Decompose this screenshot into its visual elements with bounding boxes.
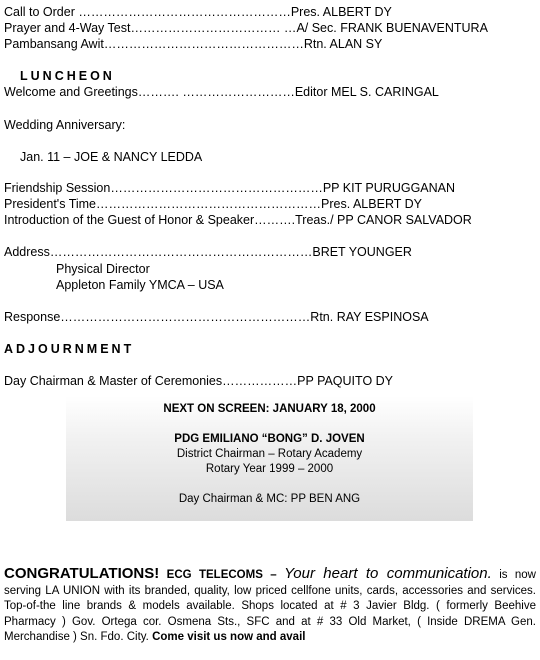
ad-brand: ECG TELECOMS – [166,569,277,581]
program-item-anthem: Pambansang Awit…………………………………………Rtn. ALAN SY [4,37,383,51]
program-item-day-chairman: Day Chairman & Master of Ceremonies………………PP PAQUITO DY [4,374,394,388]
program-presenter: Rtn. ALAN SY [303,37,383,51]
program-item-prayer: Prayer and 4-Way Test……………………………… …A/ Sec. FRANK BUENAVENTURA [4,21,488,35]
program-item-welcome: Welcome and Greetings………. ………………………Editor MEL S. CARINGAL [4,85,439,99]
next-speaker-name: PDG EMILIANO “BONG” D. JOVEN [174,433,365,445]
next-day-chairman: Day Chairman & MC: PP BEN ANG [178,493,361,505]
program-presenter: PP PAQUITO DY [297,374,394,388]
program-presenter: Treas./ PP CANOR SALVADOR [295,213,472,227]
speaker-title: Physical Director [56,262,150,276]
program-presenter: PP KIT PURUGGANAN [322,181,456,195]
program-item-call-to-order: Call to Order ……………………………………………Pres. ALBERT DY [4,5,392,19]
ad-congratulations: CONGRATULATIONS! [4,565,160,582]
next-speaker-role: District Chairman – Rotary Academy [176,448,363,460]
anniversary-heading: Wedding Anniversary: [4,118,126,132]
ad-call-to-action: Come visit us now and avail [152,631,306,643]
program-presenter: Editor MEL S. CARINGAL [294,85,439,99]
program-presenter: Pres. ALBERT DY [321,197,422,211]
program-item-response: Response……………………………………………………Rtn. RAY ESPINOSA [4,310,429,324]
next-meeting-date: NEXT ON SCREEN: JANUARY 18, 2000 [163,403,376,415]
speaker-affiliation: Appleton Family YMCA – USA [56,278,224,292]
advertisement [4,566,536,646]
program-item-presidents-time: President's Time………………………………………………Pres. ALBERT DY [4,197,422,211]
ad-slogan: Your heart to communication. [284,565,492,582]
adjournment-heading: ADJOURNMENT [4,342,135,356]
anniversary-entry: Jan. 11 – JOE & NANCY LEDDA [20,150,203,164]
program-item-introduction: Introduction of the Guest of Honor & Speaker……….Treas./ PP CANOR SALVADOR [4,213,472,227]
program-presenter: A/ Sec. FRANK BUENAVENTURA [296,21,488,35]
program-item-address: Address………………………………………………………BRET YOUNGER [4,245,412,259]
program-item-friendship: Friendship Session……………………………………………PP KIT PURUGGANAN [4,181,456,195]
next-meeting-box [66,396,473,521]
program-presenter: Pres. ALBERT DY [290,5,392,19]
ad-body: is now serving LA UNION with its branded, quality, low priced cellfone units, cards, accessories and services. Top-of-the line brands & models available. Shops located at # 3 Javier Bldg. ( formerly Beehive Pharmacy ) Gov. Ortega cor. Osmena Sts., SFC and at # 33 Old Market, ( Inside DREMA Gen. Merchandise ) Sn. Fdo. City. [4,569,536,643]
program-presenter: Rtn. RAY ESPINOSA [310,310,429,324]
luncheon-heading: LUNCHEON [20,69,115,83]
program-presenter: BRET YOUNGER [312,245,412,259]
rotary-year: Rotary Year 1999 – 2000 [205,463,334,475]
